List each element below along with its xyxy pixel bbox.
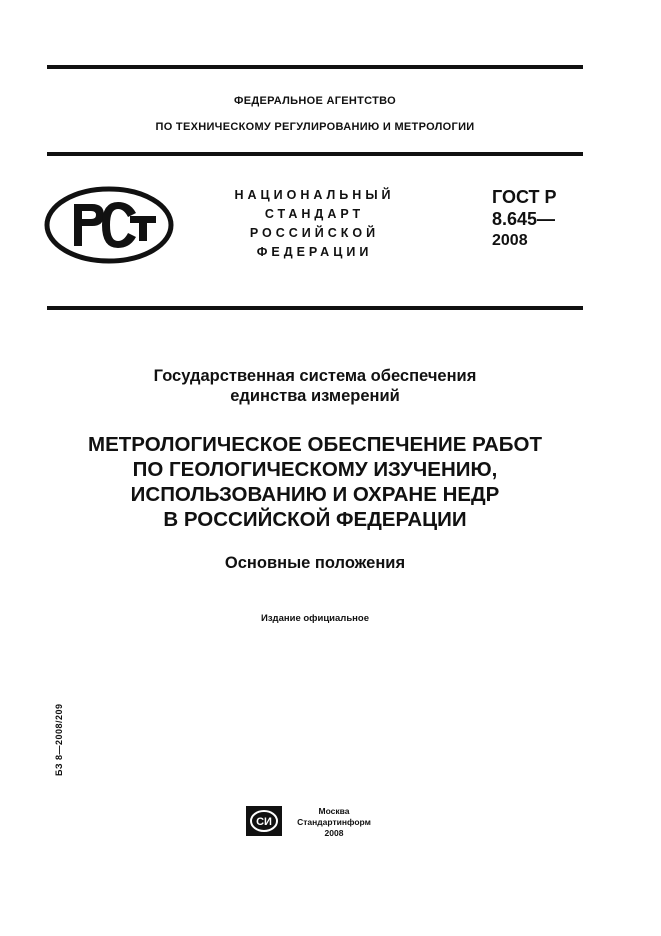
publisher-city: Москва [318, 806, 350, 816]
publisher-logo-icon [246, 806, 282, 836]
national-standard-line-3: РОССИЙСКОЙ [249, 226, 380, 240]
national-standard-line-2: СТАНДАРТ [264, 207, 365, 221]
publisher-year: 2008 [324, 828, 344, 838]
document-title [47, 432, 583, 532]
series-line-2: единства измерений [230, 387, 400, 405]
title-line-4: В РОССИЙСКОЙ ФЕДЕРАЦИИ [163, 508, 467, 531]
designation-line-1: ГОСТ Р [492, 187, 557, 207]
national-standard-line-4: ФЕДЕРАЦИИ [256, 245, 373, 259]
rst-logo-icon [44, 186, 174, 264]
agency-line-2: ПО ТЕХНИЧЕСКОМУ РЕГУЛИРОВАНИЮ И МЕТРОЛОГИИ [155, 121, 475, 133]
top-rule [47, 65, 583, 69]
agency-line-1: ФЕДЕРАЛЬНОЕ АГЕНТСТВО [234, 95, 396, 107]
title-line-2: ПО ГЕОЛОГИЧЕСКОМУ ИЗУЧЕНИЮ, [132, 458, 498, 481]
series-title [47, 366, 583, 406]
title-line-1: МЕТРОЛОГИЧЕСКОЕ ОБЕСПЕЧЕНИЕ РАБОТ [88, 433, 542, 456]
title-line-3: ИСПОЛЬЗОВАНИЮ И ОХРАНЕ НЕДР [130, 483, 500, 506]
publisher-logo-text: СИ [256, 816, 272, 828]
national-standard-line-1: НАЦИОНАЛЬНЫЙ [234, 188, 395, 202]
publisher-name: Стандартинформ [297, 817, 371, 827]
side-code: БЗ 8—2008/209 [54, 703, 64, 776]
publisher-info [282, 806, 386, 839]
standard-designation [492, 186, 557, 252]
series-line-1: Государственная система обеспечения [153, 367, 477, 385]
document-subtitle: Основные положения [224, 554, 406, 572]
edition-label: Издание официальное [261, 613, 369, 624]
designation-year: 2008 [492, 232, 528, 249]
middle-rule [47, 306, 583, 310]
header-rule [47, 152, 583, 156]
designation-line-2: 8.645— [492, 209, 556, 229]
national-standard-label [222, 186, 407, 262]
